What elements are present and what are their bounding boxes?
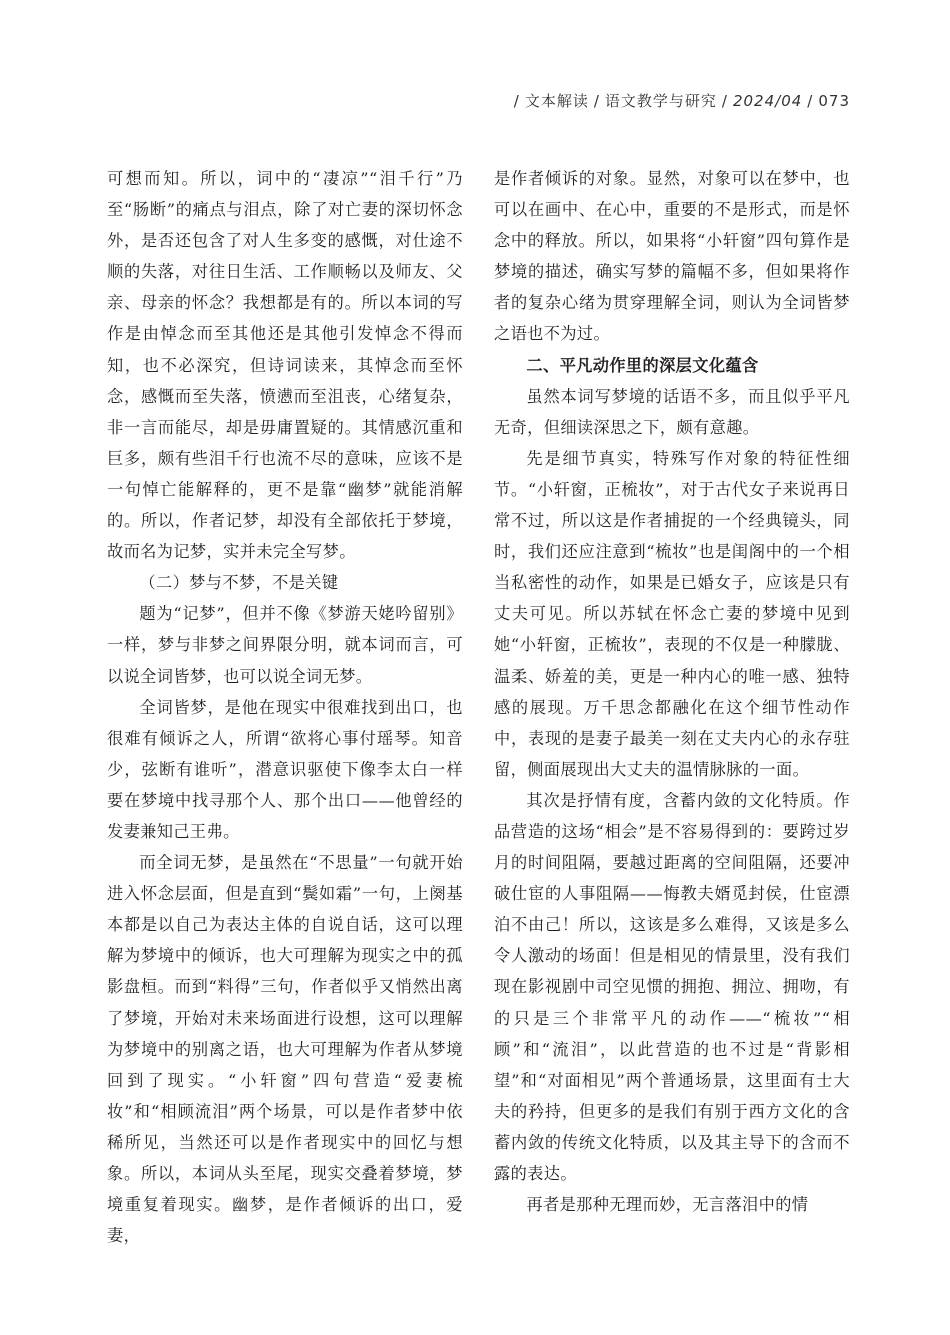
subsection-title: （二）梦与不梦，不是关键 (139, 573, 339, 593)
paragraph: 可想而知。所以，词中的“凄凉”“泪千行”乃至“肠断”的痛点与泪点，除了对亡妻的深切怀念外，是否还包含了对人生多变的感慨，对仕途不顺的失落，对往日生活、工作顺畅以及师友、父亲、母亲的怀念？我想都是有的。所以本词的写作是由悼念而至其他还是其他引发悼念不得而知，也不必深究，但诗词读来，其悼念而至怀念，感慨而至失落，愤懑而至沮丧，心绪复杂，非一言而能尽，却是毋庸置疑的。其情感沉重和巨多，颇有些泪千行也流不尽的意味，应该不是一句悼亡能解释的，更不是靠“幽梦”就能消解的。所以，作者记梦，却没有全部依托于梦境，故而名为记梦，实并未完全写梦。 (107, 169, 463, 562)
paragraph: 先是细节真实，特殊写作对象的特征性细节。“小轩窗，正梳妆”，对于古代女子来说再日常不过，所以这是作者捕捉的一个经典镜头，同时，我们还应注意到“梳妆”也是闺阁中的一个相当私密性的动作，如果是已婚女子，应该是只有丈夫可见。所以苏轼在怀念亡妻的梦境中见到她“小轩窗，正梳妆”，表现的不仅是一种朦胧、温柔、娇羞的美，更是一种内心的唯一感、独特感的展现。万千思念都融化在这个细节性动作中，表现的是妻子最美一刻在丈夫内心的永存驻留，侧面展现出大丈夫的温情脉脉的一面。 (494, 448, 850, 779)
header-separator: / (721, 92, 728, 110)
page-number: 073 (818, 92, 850, 110)
paragraph: 而全词无梦，是虽然在“不思量”一句就开始进入怀念层面，但是直到“鬓如霜”一句，上阕基本都是以自己为表达主体的自说自话，这可以理解为梦境中的倾诉，也大可理解为现实之中的孤影盘桓。而到“料得”三句，作者似乎又悄然出离了梦境，开始对未来场面进行设想，这可以理解为梦境中的别离之语，也大可理解为作者从梦境回到了现实。“小轩窗”四句营造“爱妻梳妆”和“相顾流泪”两个场景，可以是作者梦中依稀所见，当然还可以是作者现实中的回忆与想象。所以，本词从头至尾，现实交叠着梦境，梦境重复着现实。幽梦，是作者倾诉的出口，爱妻， (107, 853, 463, 1246)
header-separator: / (807, 92, 814, 110)
header-separator: / (513, 92, 520, 110)
paragraph: 其次是抒情有度，含蓄内敛的文化特质。作品营造的这场“相会”是不容易得到的：要跨过岁月的时间阻隔，要越过距离的空间阻隔，还要冲破仕宦的人事阻隔——悔教夫婿觅封侯，仕宦漂泊不由己！所以，这该是多么难得，又该是多么令人激动的场面！但是相见的情景里，没有我们现在影视剧中司空见惯的拥抱、拥泣、拥吻，有的只是三个非常平凡的动作——“梳妆”“相顾”和“流泪”，以此营造的也不过是“背影相望”和“对面相见”两个普通场景，这里面有士大夫的矜持，但更多的是我们有别于西方文化的含蓄内敛的传统文化特质，以及其主导下的含而不露的表达。 (494, 790, 850, 1183)
header-journal: 语文教学与研究 (604, 92, 717, 110)
paragraph: 是作者倾诉的对象。显然，对象可以在梦中，也可以在画中、在心中，重要的不是形式，而是怀念中的释放。所以，如果将“小轩窗”四句算作是梦境的描述，确实写梦的篇幅不多，但如果将作者的复杂心绪为贯穿理解全词，则认为全词皆梦之语也不为过。 (494, 169, 850, 344)
header-separator: / (593, 92, 600, 110)
paragraph: 再者是那种无理而妙，无言落泪中的情 (526, 1195, 809, 1215)
header-section: 文本解读 (524, 92, 589, 110)
section-heading: 二、平凡动作里的深层文化蕴含 (526, 355, 759, 375)
right-column (494, 163, 850, 1220)
paragraph: 全词皆梦，是他在现实中很难找到出口，也很难有倾诉之人，所谓“欲将心事付瑶琴。知音少，弦断有谁听”，潜意识驱使下像李太白一样要在梦境中找寻那个人、那个出口——他曾经的发妻兼知己王弗。 (107, 697, 463, 841)
paragraph: 虽然本词写梦境的话语不多，而且似乎平凡无奇，但细读深思之下，颇有意趣。 (494, 386, 850, 437)
paragraph: 题为“记梦”，但并不像《梦游天姥吟留别》一样，梦与非梦之间界限分明，就本词而言，可以说全词皆梦，也可以说全词无梦。 (107, 604, 463, 686)
left-column (107, 163, 463, 1251)
header-date: 2024/04 (732, 92, 803, 110)
running-header (509, 90, 850, 111)
